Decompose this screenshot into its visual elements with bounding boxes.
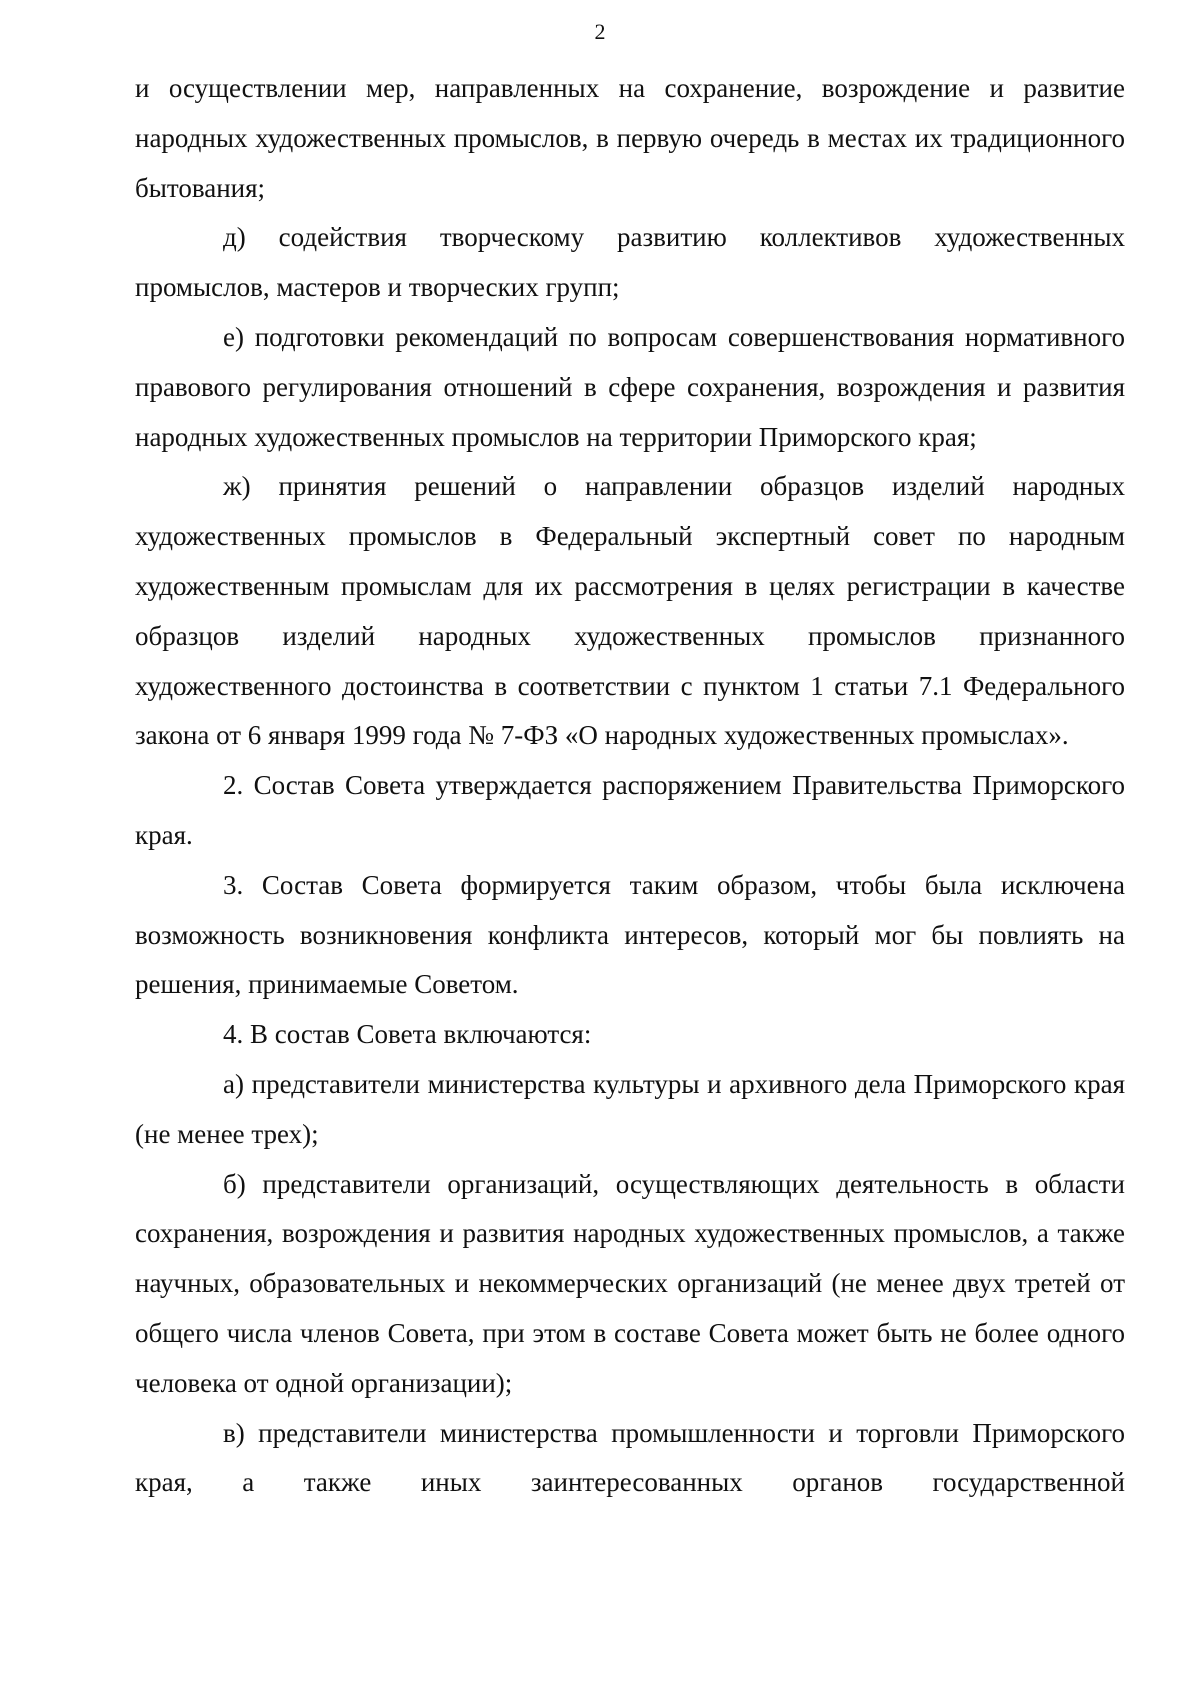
paragraph-continuation: и осуществлении мер, направленных на сохранение, возрождение и развитие народных художественных промыслов, в первую очередь в местах их традиционного бытования; bbox=[135, 73, 1125, 203]
paragraph-item-v: в) представители министерства промышленности и торговли Приморского края, а также иных заинтересованных органов государственной bbox=[135, 1417, 1125, 1498]
paragraph-2: 2. Состав Совета утверждается распоряжением Правительства Приморского края. bbox=[135, 770, 1125, 850]
paragraph-4: 4. В состав Совета включаются: bbox=[223, 1019, 592, 1050]
paragraph-item-zh: ж) принятия решений о направлении образцов изделий народных художественных промыслов в Федеральный экспертный совет по народным художественным промыслам для их рассмотрения в целях регистрации в качестве образцов изделий народных художественных промыслов признанного художественного достоинства в соответствии с пунктом 1 статьи 7.1 Федерального закона от 6 января 1999 года № 7-ФЗ «О народных художественных промыслах». bbox=[135, 471, 1125, 751]
paragraph-item-e: е) подготовки рекомендаций по вопросам совершенствования нормативного правового регулирования отношений в сфере сохранения, возрождения и развития народных художественных промыслов на территории Приморского края; bbox=[135, 321, 1125, 452]
paragraph-3: 3. Состав Совета формируется таким образом, чтобы была исключена возможность возникновения конфликта интересов, который мог бы повлиять на решения, принимаемые Советом. bbox=[135, 869, 1125, 1000]
paragraph-item-d: д) содействия творческому развитию коллективов художественных промыслов, мастеров и творческих групп; bbox=[135, 222, 1125, 303]
paragraph-item-b: б) представители организаций, осуществляющих деятельность в области сохранения, возрождения и развития народных художественных промыслов, а также научных, образовательных и некоммерческих организаций (не менее двух третей от общего числа членов Совета, при этом в составе Совета может быть не более одного человека от одной организации); bbox=[135, 1168, 1125, 1398]
page-number: 2 bbox=[594, 19, 606, 44]
document-body bbox=[135, 64, 1125, 1508]
paragraph-item-a: а) представители министерства культуры и архивного дела Приморского края (не менее трех); bbox=[135, 1068, 1125, 1149]
